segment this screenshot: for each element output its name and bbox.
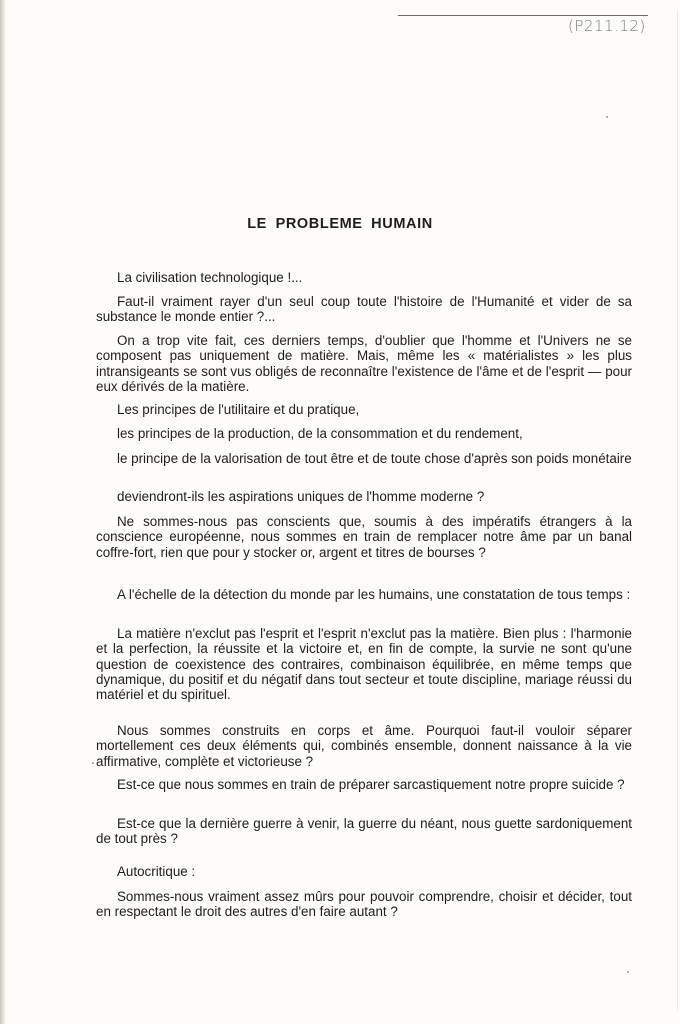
paragraph-text: Faut-il vraiment rayer d'un seul coup toute l'histoire de l'Humanité et vider de sa substance le monde entier ?... [96, 294, 632, 325]
paragraph-12 [96, 777, 632, 792]
paragraph-text: La civilisation technologique !... [117, 270, 303, 285]
paragraph-10 [96, 626, 632, 702]
paragraph-text: les principes de la production, de la consommation et du rendement, [117, 426, 523, 441]
paragraph-text: Ne sommes-nous pas conscients que, soumis à des impératifs étrangers à la conscience européenne, nous sommes en train de remplacer notre âme par un banal coffre-fort, rien que pour y stocker or, argent et titres de bourses ? [96, 514, 632, 560]
paragraph-text: La matière n'exclut pas l'esprit et l'esprit n'exclut pas la matière. Bien plus : l'harmonie et la perfection, la réussite et la victoire et, en fin de compte, la survie ne sont qu'une question de coexistence des contraires, combinaison équilibrée, en même temps que dynamique, du positif et du négatif dans tout secteur et toute discipline, mariage réussi du matériel et du spirituel. [96, 626, 632, 703]
speck [627, 971, 629, 973]
scan-left-edge-shadow [0, 0, 6, 1024]
paragraph-15 [96, 889, 632, 920]
paragraph-text: Les principes de l'utilitaire et du pratique, [117, 402, 360, 417]
scan-right-edge-line [677, 10, 678, 1010]
paragraph-text: Autocritique : [117, 864, 196, 879]
paragraph-3 [96, 333, 632, 394]
paragraph-9 [96, 587, 632, 602]
paragraph-11 [96, 723, 632, 769]
paragraph-text: Nous sommes construits en corps et âme. Pourquoi faut-il vouloir séparer mortellement ces deux éléments qui, combinés ensemble, donnent naissance à la vie affirmative, complète et victorieuse ? [96, 723, 632, 769]
paragraph-text: A l'échelle de la détection du monde par les humains, une constatation de tous temps : [117, 587, 631, 602]
handwritten-reference-note: (P211.12) [568, 17, 646, 35]
paragraph-text: On a trop vite fait, ces derniers temps, d'oublier que l'homme et l'Univers ne se composent pas uniquement de matière. Mais, même les « matérialistes » les plus intransigeants se sont vus obligés de reconnaître l'existence de l'âme et de l'esprit — pour eux dérivés de la matière. [96, 333, 632, 394]
speck [92, 762, 94, 764]
paragraph-4 [96, 402, 632, 417]
paragraph-text: deviendront-ils les aspirations uniques de l'homme moderne ? [117, 489, 485, 504]
section-label-autocritique [96, 864, 632, 879]
speck [606, 116, 608, 118]
paragraph-text: Sommes-nous vraiment assez mûrs pour pouvoir comprendre, choisir et décider, tout en respectant le droit des autres d'en faire autant ? [96, 889, 632, 920]
paragraph-7 [96, 489, 632, 504]
paragraph-1 [96, 270, 632, 285]
paragraph-13 [96, 816, 632, 847]
paragraph-text: Est-ce que nous sommes en train de préparer sarcastiquement notre propre suicide ? [117, 777, 625, 792]
paragraph-text: le principe de la valorisation de tout être et de toute chose d'après son poids monétaire [117, 451, 632, 466]
paragraph-text: Est-ce que la dernière guerre à venir, la guerre du néant, nous guette sardoniquement de tout près ? [96, 816, 632, 847]
top-rule-line [398, 15, 648, 16]
paragraph-5 [96, 426, 632, 441]
paragraph-2 [96, 294, 632, 325]
paragraph-6 [96, 451, 632, 466]
paragraph-8 [96, 514, 632, 560]
page-title: LE PROBLEME HUMAIN [247, 216, 433, 232]
